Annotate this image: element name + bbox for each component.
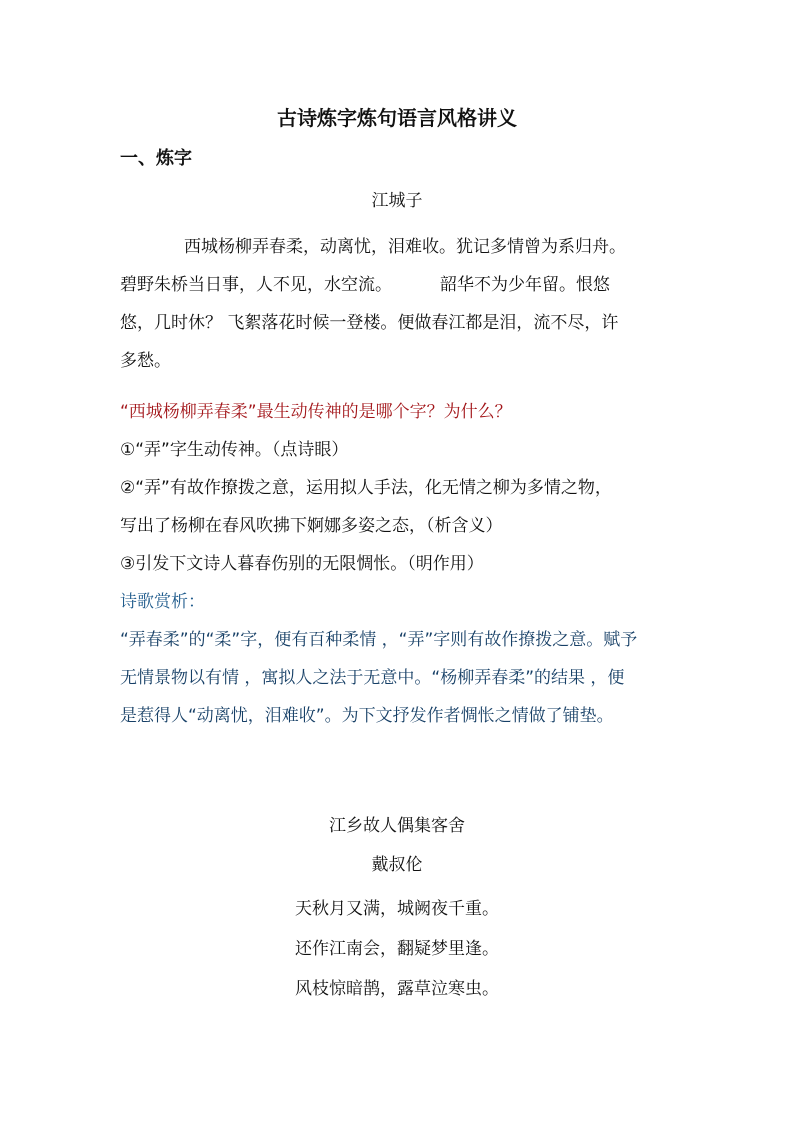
poem2-line: 天秋月又满，城阙夜千重。	[295, 899, 499, 919]
poem1-line: 西城杨柳弄春柔，动离忧，泪难收。犹记多情曾为系归舟。	[184, 237, 626, 257]
poem2-line: 还作江南会，翻疑梦里逢。	[295, 939, 499, 959]
answer-line: ③引发下文诗人暮春伤别的无限惆怅。（明作用）	[120, 554, 484, 574]
answer-line: ①“弄”字生动传神。（点诗眼）	[120, 440, 349, 460]
poem1-body	[120, 228, 674, 380]
appreciation-label: 诗歌赏析：	[120, 592, 205, 612]
poem1-line-part: 碧野朱桥当日事，人不见，水空流。	[120, 275, 392, 295]
appreciation-line: 是惹得人“动离忧，泪难收”。为下文抒发作者惆怅之情做了铺垫。	[120, 706, 614, 726]
appreciation-line: 无情景物以有情 ，寓拟人之法于无意中。“杨柳弄春柔”的结果 ，便	[120, 668, 625, 688]
appreciation-line: “弄春柔”的“柔”字，便有百种柔情 ，“弄”字则有故作撩拨之意。赋予	[120, 630, 638, 650]
question-text: “西城杨柳弄春柔”最生动传神的是哪个字？为什么？	[120, 402, 512, 422]
poem1-line: 多愁。	[120, 351, 171, 371]
document-title: 古诗炼字炼句语言风格讲义	[277, 106, 517, 130]
poem1-line: 悠，几时休？ 飞絮落花时候一登楼。便做春江都是泪，流不尽，许	[120, 313, 619, 333]
poem2-title: 江乡故人偶集客舍	[329, 816, 465, 836]
answer-line: ②“弄”有故作撩拨之意，运用拟人手法，化无情之柳为多情之物，	[120, 478, 612, 498]
poem1-title: 江城子	[371, 191, 423, 211]
poem2-line: 风枝惊暗鹊，露草泣寒虫。	[295, 979, 499, 999]
poem1-line	[120, 266, 674, 304]
answer-line: 写出了杨柳在春风吹拂下婀娜多姿之态，（析含义）	[120, 516, 503, 536]
answer-block	[120, 393, 680, 735]
poem1-line-part: 韶华不为少年留。恨悠	[440, 275, 610, 295]
poem2-author: 戴叔伦	[371, 855, 423, 875]
section-heading: 一、炼字	[120, 148, 192, 169]
